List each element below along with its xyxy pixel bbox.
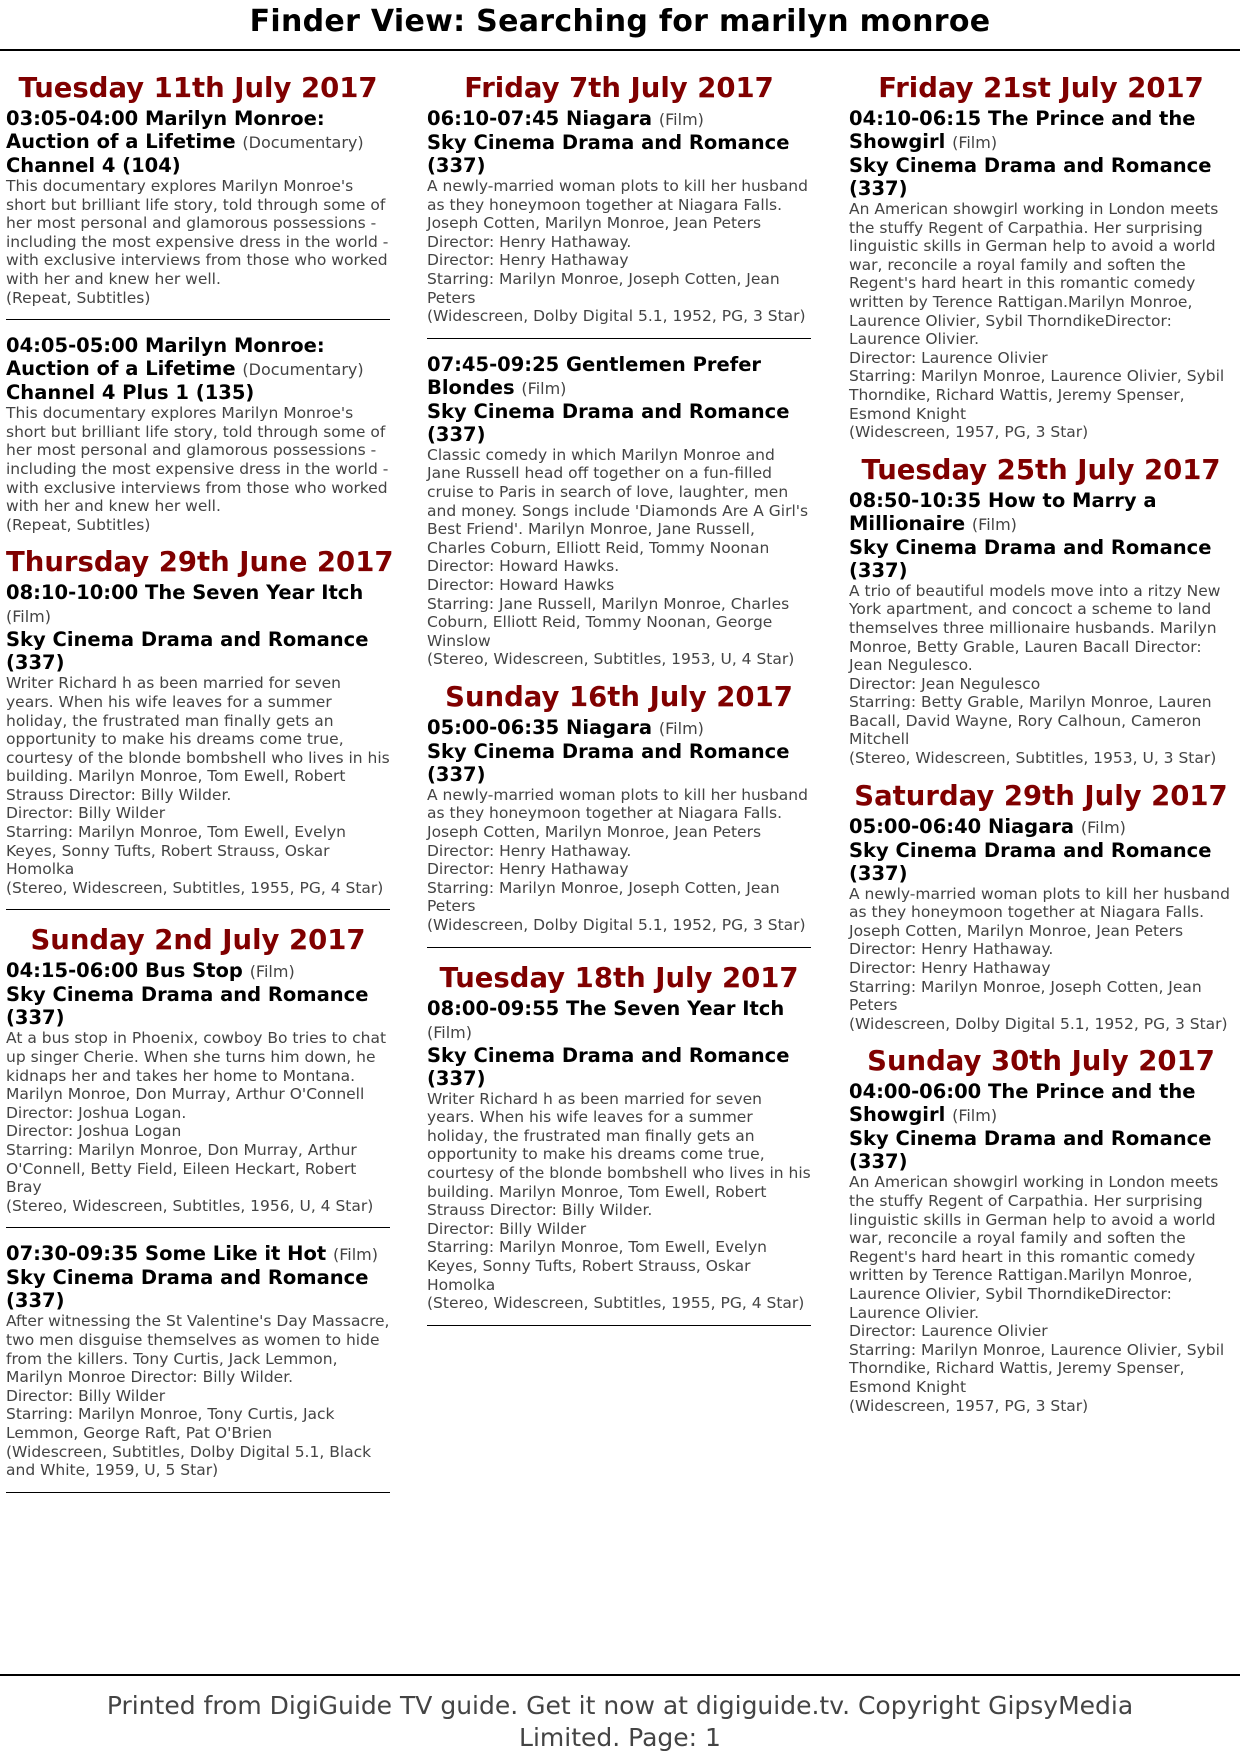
- programme-time-title: 07:45-09:25 Gentlemen Prefer Blondes: [427, 352, 762, 399]
- programme-genre: (Film): [658, 718, 704, 738]
- programme-channel: Sky Cinema Drama and Romance (337): [427, 1043, 790, 1090]
- programme-time-title: 03:05-04:00 Marilyn Monroe: Auction of a Lifetime: [6, 107, 325, 153]
- entry-divider: [6, 319, 390, 320]
- programme-channel: Sky Cinema Drama and Romance (337): [6, 983, 369, 1030]
- programme-genre: (Documentary): [242, 133, 364, 152]
- programme-detail-line: Starring: Betty Grable, Marilyn Monroe, Lauren Bacall, David Wayne, Rory Calhoun, Cameron Mitchell: [849, 693, 1212, 749]
- programme-detail-line: Director: Billy Wilder: [6, 1386, 166, 1405]
- programme-detail-line: Director: Joshua Logan: [6, 1122, 182, 1141]
- print-footer: Printed from DigiGuide TV guide. Get it now at digiguide.tv. Copyright GipsyMedia Limited. Page: 1: [106, 1691, 1134, 1752]
- programme-detail-line: Director: Henry Hathaway: [427, 251, 629, 270]
- page-title: Finder View: Searching for marilyn monroe: [249, 4, 991, 39]
- programme-time-title: 08:50-10:35 How to Marry a Millionaire: [849, 488, 1157, 535]
- programme-detail-line: Starring: Marilyn Monroe, Joseph Cotten, Jean Peters: [427, 878, 780, 916]
- programme-detail-line: Director: Henry Hathaway: [427, 860, 629, 879]
- programme-description: Classic comedy in which Marilyn Monroe and Jane Russell head off together on a fun-filled cruise to Paris in search of love, laughter, men and money. Songs include 'Diamonds Are A Girl's Best Friend'. Marilyn Monroe, Jane Russell, Charles Coburn, Elliott Reid, Tommy Noonan Director: Howard Hawks.: [427, 445, 809, 576]
- day-heading: Sunday 30th July 2017: [867, 1045, 1215, 1078]
- programme-title: [427, 997, 811, 1044]
- programme-description: A newly-married woman plots to kill her husband as they honeymoon together at Niagara Falls. Joseph Cotten, Marilyn Monroe, Jean Peters Director: Henry Hathaway.: [427, 785, 808, 860]
- programme-genre: (Film): [6, 607, 51, 627]
- programme-channel: Sky Cinema Drama and Romance (337): [427, 131, 790, 177]
- programme-description: Writer Richard h as been married for seven years. When his wife leaves for a summer holiday, the frustrated man finally gets an opportunity to make his dreams come true, courtesy of the blonde bombshell who lives in his building. Marilyn Monroe, Tom Ewell, Robert Strauss Director: Billy Wilder.: [427, 1089, 811, 1220]
- programme-entry: [6, 334, 390, 534]
- programme-detail-line: (Widescreen, 1957, PG, 3 Star): [849, 423, 1089, 442]
- programme-time-title: 08:00-09:55 The Seven Year Itch: [427, 996, 785, 1020]
- programme-genre: (Film): [658, 110, 704, 129]
- programme-title: [427, 716, 811, 740]
- programme-time-title: 05:00-06:35 Niagara: [427, 715, 653, 739]
- listing-column-1: [6, 72, 394, 1507]
- programme-channel: Sky Cinema Drama and Romance (337): [427, 399, 790, 446]
- programme-genre: (Film): [333, 1245, 378, 1265]
- day-heading: Thursday 29th June 2017: [6, 546, 394, 579]
- entry-divider: [6, 909, 390, 910]
- footer-divider: [0, 1674, 1240, 1676]
- programme-channel: Sky Cinema Drama and Romance (337): [6, 1266, 369, 1313]
- programme-time-title: 04:00-06:00 The Prince and the Showgirl: [849, 1080, 1196, 1127]
- day-heading: Sunday 16th July 2017: [445, 680, 793, 713]
- programme-channel: Sky Cinema Drama and Romance (337): [6, 628, 369, 675]
- programme-genre: (Film): [971, 514, 1017, 534]
- programme-entry: [427, 716, 811, 935]
- programme-detail-line: Director: Howard Hawks: [427, 575, 615, 594]
- programme-detail-line: Director: Billy Wilder: [427, 1219, 587, 1238]
- programme-channel: Sky Cinema Drama and Romance (337): [427, 739, 790, 786]
- programme-channel: Sky Cinema Drama and Romance (337): [849, 838, 1212, 885]
- programme-detail-line: Director: Billy Wilder: [6, 804, 166, 823]
- programme-title: [6, 959, 390, 983]
- programme-detail-line: Starring: Marilyn Monroe, Laurence Olivier, Sybil Thorndike, Richard Wattis, Jeremy Spenser, Esmond Knight: [849, 367, 1225, 423]
- programme-description: An American showgirl working in London meets the stuffy Regent of Carpathia. Her surprising linguistic skills in German help to avoid a world war, reconcile a royal family and soften the Regent's hard heart in this romantic comedy written by Terence Rattigan.Marilyn Monroe, Laurence Olivier, Sybil ThorndikeDirector: Laurence Olivier.: [849, 1173, 1219, 1322]
- programme-entry: [427, 107, 811, 326]
- day-heading: Tuesday 11th July 2017: [18, 72, 378, 104]
- programme-channel: Sky Cinema Drama and Romance (337): [849, 1127, 1212, 1174]
- programme-detail-line: (Widescreen, 1957, PG, 3 Star): [849, 1396, 1089, 1415]
- programme-title: [849, 489, 1233, 536]
- day-heading: Saturday 29th July 2017: [854, 779, 1228, 812]
- header-divider: [0, 49, 1240, 51]
- programme-title: [6, 334, 390, 381]
- day-heading: Sunday 2nd July 2017: [30, 924, 366, 957]
- programme-title: [6, 107, 390, 154]
- programme-channel: Channel 4 Plus 1 (135): [6, 381, 255, 405]
- programme-entry: [6, 959, 390, 1215]
- programme-channel: Sky Cinema Drama and Romance (337): [849, 154, 1212, 200]
- programme-description: A newly-married woman plots to kill her husband as they honeymoon together at Niagara Falls. Joseph Cotten, Marilyn Monroe, Jean Peters Director: Henry Hathaway.: [849, 884, 1230, 959]
- programme-title: [427, 353, 811, 400]
- programme-detail-line: (Stereo, Widescreen, Subtitles, 1953, U, 3 Star): [849, 749, 1217, 768]
- listing-column-2: [427, 72, 811, 1340]
- programme-detail-line: (Widescreen, Dolby Digital 5.1, 1952, PG, 3 Star): [427, 916, 806, 935]
- programme-time-title: 04:15-06:00 Bus Stop: [6, 959, 243, 983]
- entry-divider: [6, 1492, 390, 1493]
- programme-detail-line: Starring: Marilyn Monroe, Don Murray, Arthur O'Connell, Betty Field, Eileen Heckart, Robert Bray: [6, 1141, 357, 1197]
- programme-time-title: 04:05-05:00 Marilyn Monroe: Auction of a Lifetime: [6, 334, 325, 381]
- programme-detail-line: Director: Laurence Olivier: [849, 1322, 1048, 1341]
- programme-description: An American showgirl working in London meets the stuffy Regent of Carpathia. Her surprising linguistic skills in German help to avoid a world war, reconcile a royal family and soften the Regent's hard heart in this romantic comedy written by Terence Rattigan.Marilyn Monroe, Laurence Olivier, Sybil ThorndikeDirector: Laurence Olivier.: [849, 200, 1219, 349]
- entry-divider: [427, 947, 811, 948]
- programme-genre: (Film): [952, 133, 998, 152]
- programme-title: [6, 581, 390, 628]
- programme-genre: (Film): [1080, 817, 1126, 837]
- programme-entry: [6, 1242, 390, 1479]
- programme-detail-line: Starring: Marilyn Monroe, Tom Ewell, Evelyn Keyes, Sonny Tufts, Robert Strauss, Oskar Homolka: [427, 1238, 767, 1294]
- programme-time-title: 07:30-09:35 Some Like it Hot: [6, 1242, 327, 1266]
- programme-time-title: 06:10-07:45 Niagara: [427, 107, 653, 130]
- programme-description: A newly-married woman plots to kill her husband as they honeymoon together at Niagara Falls. Joseph Cotten, Marilyn Monroe, Jean Peters Director: Henry Hathaway.: [427, 177, 808, 251]
- programme-description: This documentary explores Marilyn Monroe's short but brilliant life story, told through some of her most personal and glamorous possessions - including the most expensive dress in the world - with exclusive interviews from those who worked with her and knew her well.: [6, 404, 389, 516]
- entry-divider: [427, 338, 811, 339]
- programme-detail-line: (Stereo, Widescreen, Subtitles, 1953, U, 4 Star): [427, 650, 795, 669]
- programme-entry: [6, 107, 390, 307]
- programme-detail-line: (Stereo, Widescreen, Subtitles, 1955, PG, 4 Star): [6, 878, 384, 897]
- day-heading: Tuesday 25th July 2017: [861, 453, 1221, 486]
- programme-detail-line: Director: Laurence Olivier: [849, 348, 1048, 367]
- programme-detail-line: Starring: Marilyn Monroe, Joseph Cotten, Jean Peters: [849, 977, 1202, 1015]
- programme-title: [427, 107, 811, 131]
- programme-title: [849, 1080, 1233, 1127]
- day-heading: Tuesday 18th July 2017: [439, 961, 799, 994]
- programme-detail-line: Starring: Marilyn Monroe, Joseph Cotten, Jean Peters: [427, 269, 780, 307]
- programme-entry: [849, 815, 1233, 1034]
- programme-description: A trio of beautiful models move into a ritzy New York apartment, and concoct a scheme to land themselves three millionaire husbands. Marilyn Monroe, Betty Grable, Lauren Bacall Director: Jean Negulesco.: [849, 581, 1221, 675]
- programme-genre: (Film): [427, 1022, 472, 1042]
- programme-detail-line: (Stereo, Widescreen, Subtitles, 1955, PG, 4 Star): [427, 1294, 805, 1313]
- entry-divider: [427, 1325, 811, 1326]
- programme-detail-line: Starring: Jane Russell, Marilyn Monroe, Charles Coburn, Elliott Reid, Tommy Noonan, George Winslow: [427, 594, 790, 650]
- programme-detail-line: (Repeat, Subtitles): [6, 515, 151, 534]
- entry-divider: [6, 1227, 390, 1228]
- programme-entry: [849, 1080, 1233, 1415]
- programme-entry: [427, 997, 811, 1313]
- programme-description: Writer Richard h as been married for seven years. When his wife leaves for a summer holiday, the frustrated man finally gets an opportunity to make his dreams come true, courtesy of the blonde bombshell who lives in his building. Marilyn Monroe, Tom Ewell, Robert Strauss Director: Billy Wilder.: [6, 674, 390, 804]
- programme-detail-line: (Stereo, Widescreen, Subtitles, 1956, U, 4 Star): [6, 1196, 374, 1215]
- programme-time-title: 08:10-10:00 The Seven Year Itch: [6, 581, 364, 605]
- programme-detail-line: Director: Henry Hathaway: [849, 959, 1051, 978]
- programme-detail-line: Starring: Marilyn Monroe, Tony Curtis, Jack Lemmon, George Raft, Pat O'Brien: [6, 1405, 335, 1442]
- day-heading: Friday 21st July 2017: [878, 72, 1204, 104]
- programme-title: [849, 815, 1233, 839]
- programme-detail-line: (Widescreen, Dolby Digital 5.1, 1952, PG, 3 Star): [849, 1014, 1228, 1033]
- programme-detail-line: (Widescreen, Subtitles, Dolby Digital 5.1, Black and White, 1959, U, 5 Star): [6, 1442, 372, 1480]
- programme-description: At a bus stop in Phoenix, cowboy Bo tries to chat up singer Cherie. When she turns him down, he kidnaps her and takes her home to Montana. Marilyn Monroe, Don Murray, Arthur O'Connell Director: Joshua Logan.: [6, 1029, 387, 1122]
- programme-detail-line: (Widescreen, Dolby Digital 5.1, 1952, PG, 3 Star): [427, 307, 806, 326]
- programme-entry: [6, 581, 390, 897]
- programme-title: [849, 107, 1233, 154]
- programme-entry: [427, 353, 811, 669]
- programme-genre: (Film): [952, 1106, 998, 1126]
- programme-description: After witnessing the St Valentine's Day Massacre, two men disguise themselves as women to hide from the killers. Tony Curtis, Jack Lemmon, Marilyn Monroe Director: Billy Wilder.: [6, 1312, 390, 1387]
- programme-detail-line: Starring: Marilyn Monroe, Laurence Olivier, Sybil Thorndike, Richard Wattis, Jeremy Spenser, Esmond Knight: [849, 1340, 1225, 1396]
- day-heading: Friday 7th July 2017: [464, 72, 774, 104]
- programme-detail-line: Starring: Marilyn Monroe, Tom Ewell, Evelyn Keyes, Sonny Tufts, Robert Strauss, Oskar Homolka: [6, 823, 346, 879]
- programme-genre: (Documentary): [242, 360, 364, 380]
- programme-genre: (Film): [521, 378, 567, 398]
- programme-entry: [849, 489, 1233, 768]
- programme-detail-line: (Repeat, Subtitles): [6, 288, 151, 307]
- programme-time-title: 05:00-06:40 Niagara: [849, 814, 1075, 838]
- programme-channel: Channel 4 (104): [6, 154, 181, 177]
- programme-genre: (Film): [249, 962, 295, 982]
- programme-time-title: 04:10-06:15 The Prince and the Showgirl: [849, 107, 1196, 153]
- programme-description: This documentary explores Marilyn Monroe's short but brilliant life story, told through some of her most personal and glamorous possessions - including the most expensive dress in the world - with exclusive interviews from those who worked with her and knew her well.: [6, 177, 389, 288]
- programme-title: [6, 1242, 390, 1266]
- programme-entry: [849, 107, 1233, 442]
- programme-channel: Sky Cinema Drama and Romance (337): [849, 535, 1212, 582]
- programme-detail-line: Director: Jean Negulesco: [849, 674, 1041, 693]
- listing-column-3: [849, 72, 1233, 1415]
